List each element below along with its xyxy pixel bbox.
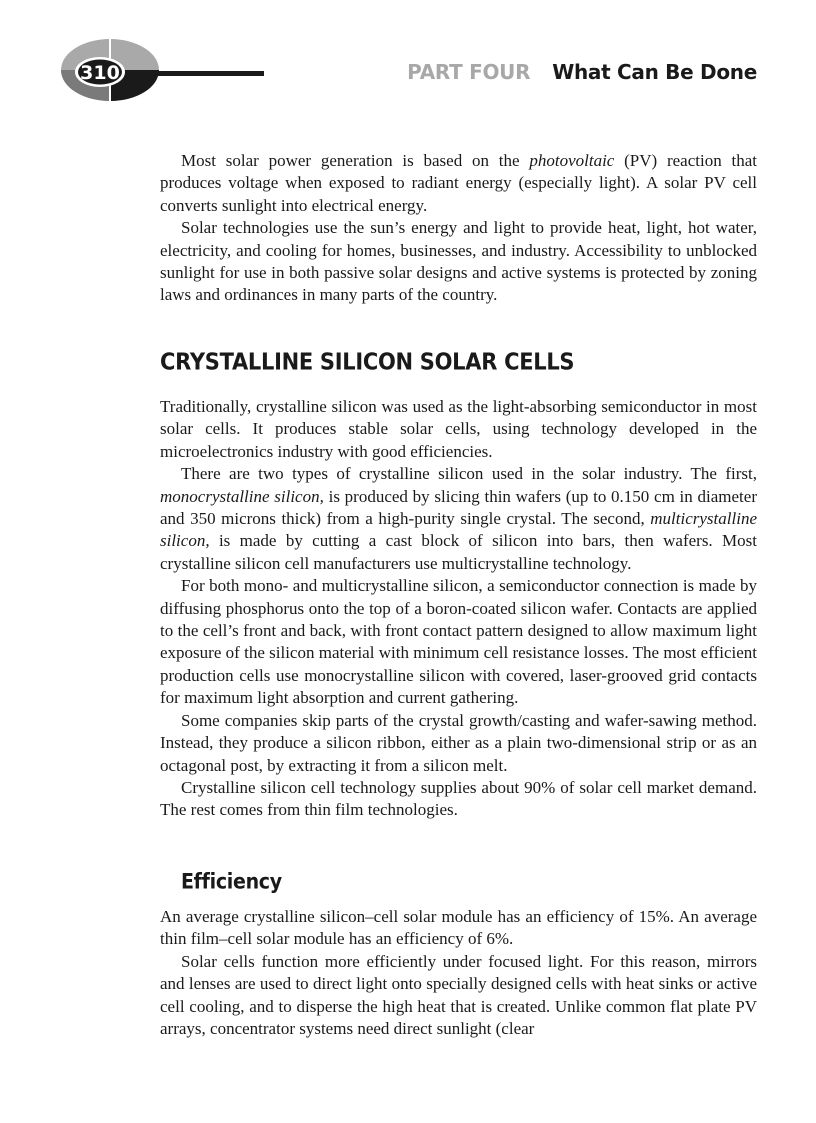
part-label: PART FOUR: [407, 60, 531, 84]
subsection-heading: Efficiency: [181, 869, 282, 895]
paragraph: For both mono- and multicrystalline silicon, a semiconductor connection is made by diffusing phosphorus onto the top of a boron-coated silicon wafer. Contacts are applied to the cell’s front and back, with front contact pattern designed to allow maximum light exposure of the silicon material with minimum cell resistance losses. The most efficient production cells use monocrystalline silicon with covered, laser-grooved grid contacts for maximum light absorption and current gathering.: [160, 576, 757, 708]
subsection-text: [160, 906, 757, 1040]
header-rule: [150, 71, 264, 76]
paragraph: Solar cells function more efficiently under focused light. For this reason, mirrors and lenses are used to direct light onto specially designed cells with heat sinks or active cell cooling, and to disperse the high heat that is created. Unlike common flat plate PV arrays, concentrator systems need direct sunlight (clear: [160, 951, 757, 1039]
paragraph: Solar technologies use the sun’s energy and light to provide heat, light, hot water, electricity, and cooling for homes, businesses, and industry. Accessibility to unblocked sunlight for use in both passive solar designs and active systems is protected by zoning laws and ordinances in many parts of the country.: [160, 218, 757, 305]
section-text: [160, 396, 757, 822]
paragraph: There are two types of crystalline silicon used in the solar industry. The first, monocrystalline silicon, is produced by slicing thin wafers (up to 0.150 cm in diameter and 350 microns thick) from a high-purity single crystal. The second, multicrystalline silicon, is made by cutting a cast block of silicon into bars, then wafers. Most crystalline silicon cell manufacturers use multicrystalline technology.: [160, 464, 757, 573]
paragraph: An average crystalline silicon–cell solar module has an efficiency of 15%. An average thin film–cell solar module has an efficiency of 6%.: [160, 907, 757, 949]
part-title: What Can Be Done: [552, 60, 757, 84]
paragraph: Most solar power generation is based on the photovoltaic (PV) reaction that produces voltage when exposed to radiant energy (especially light). A solar PV cell converts sunlight into electrical energy.: [160, 151, 757, 215]
running-header: [407, 60, 757, 84]
paragraph: Traditionally, crystalline silicon was used as the light-absorbing semiconductor in most solar cells. It produces stable solar cells, using technology developed in the microelectronics industry with good efficiencies.: [160, 397, 757, 461]
page-number-badge: [60, 38, 160, 102]
paragraph: Crystalline silicon cell technology supplies about 90% of solar cell market demand. The rest comes from thin film technologies.: [160, 777, 757, 820]
section-heading: CRYSTALLINE SILICON SOLAR CELLS: [160, 348, 575, 376]
paragraph: Some companies skip parts of the crystal growth/casting and wafer-sawing method. Instead, they produce a silicon ribbon, either as a plain two-dimensional strip or as an octagonal post, by extracting it from a silicon melt.: [160, 710, 757, 775]
intro-text: [160, 150, 757, 307]
page-number: 310: [80, 62, 120, 84]
